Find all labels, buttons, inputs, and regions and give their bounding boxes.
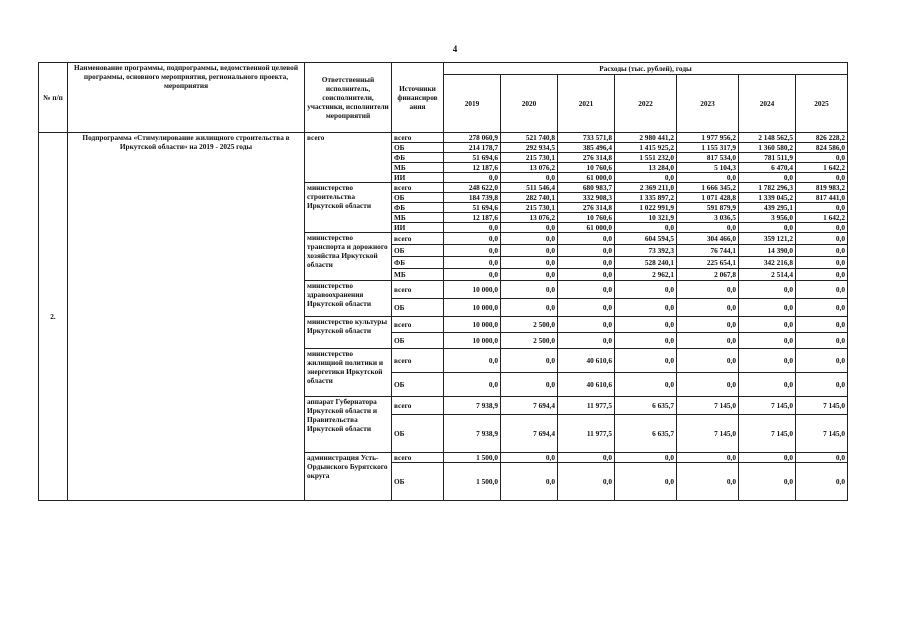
value-cell: 51 694,6: [444, 203, 501, 213]
value-cell: 1 551 232,0: [615, 153, 677, 163]
value-cell: 10 760,6: [558, 163, 615, 173]
value-cell: 0,0: [444, 223, 501, 233]
value-cell: 2 500,0: [501, 333, 558, 349]
header-year: 2022: [615, 75, 677, 133]
source-cell: ОБ: [392, 299, 444, 317]
source-cell: ОБ: [392, 373, 444, 397]
value-cell: 0,0: [501, 463, 558, 501]
value-cell: 0,0: [677, 373, 739, 397]
value-cell: 1 500,0: [444, 463, 501, 501]
page-number: 4: [452, 44, 458, 54]
value-cell: 521 740,8: [501, 133, 558, 143]
header-year: 2021: [558, 75, 615, 133]
value-cell: 6 635,7: [615, 415, 677, 453]
value-cell: 0,0: [501, 453, 558, 463]
source-cell: всего: [392, 317, 444, 333]
table-row: [39, 133, 848, 143]
value-cell: 0,0: [615, 281, 677, 299]
value-cell: 1 642,2: [796, 213, 848, 223]
value-cell: 225 654,1: [677, 257, 739, 269]
value-cell: 0,0: [677, 223, 739, 233]
value-cell: 248 622,0: [444, 183, 501, 193]
value-cell: 215 730,1: [501, 153, 558, 163]
value-cell: 1 360 580,2: [739, 143, 796, 153]
header-index: № п/п: [39, 63, 68, 133]
value-cell: 0,0: [796, 299, 848, 317]
executor-cell: администрация Усть-Ордынского Бурятского округа: [305, 453, 392, 501]
value-cell: 276 314,8: [558, 153, 615, 163]
value-cell: 0,0: [796, 281, 848, 299]
value-cell: 0,0: [739, 223, 796, 233]
header-name: Наименование программы, подпрограммы, ведомственной целевой программы, основного мероприятия, регионального проекта, мероприятия: [68, 63, 305, 133]
value-cell: 0,0: [444, 257, 501, 269]
executor-cell: аппарат Губернатора Иркутской области и Правительства Иркутской области: [305, 397, 392, 453]
value-cell: 304 466,0: [677, 233, 739, 245]
value-cell: 0,0: [739, 349, 796, 373]
value-cell: 1 782 296,3: [739, 183, 796, 193]
header-year: 2024: [739, 75, 796, 133]
value-cell: 1 977 956,2: [677, 133, 739, 143]
value-cell: 0,0: [796, 173, 848, 183]
source-cell: ОБ: [392, 415, 444, 453]
value-cell: 0,0: [677, 173, 739, 183]
value-cell: 0,0: [444, 373, 501, 397]
value-cell: 214 178,7: [444, 143, 501, 153]
value-cell: 0,0: [796, 257, 848, 269]
value-cell: 2 067,8: [677, 269, 739, 281]
value-cell: 0,0: [739, 281, 796, 299]
value-cell: 0,0: [444, 245, 501, 257]
value-cell: 1 335 897,2: [615, 193, 677, 203]
value-cell: 680 983,7: [558, 183, 615, 193]
value-cell: 0,0: [615, 333, 677, 349]
value-cell: 0,0: [558, 463, 615, 501]
value-cell: 0,0: [677, 299, 739, 317]
value-cell: 781 511,9: [739, 153, 796, 163]
value-cell: 10 321,9: [615, 213, 677, 223]
value-cell: 0,0: [739, 173, 796, 183]
value-cell: 0,0: [501, 257, 558, 269]
value-cell: 511 546,4: [501, 183, 558, 193]
value-cell: 2 500,0: [501, 317, 558, 333]
value-cell: 2 980 441,2: [615, 133, 677, 143]
source-cell: всего: [392, 397, 444, 415]
value-cell: 733 571,8: [558, 133, 615, 143]
value-cell: 0,0: [796, 333, 848, 349]
value-cell: 5 104,3: [677, 163, 739, 173]
header-executor: Ответственный исполнитель, соисполнители, участники, исполнители мероприятий: [305, 63, 392, 133]
value-cell: 1 022 991,9: [615, 203, 677, 213]
value-cell: 0,0: [558, 233, 615, 245]
value-cell: 0,0: [796, 373, 848, 397]
executor-cell: министерство здравоохранения Иркутской области: [305, 281, 392, 317]
value-cell: 14 390,0: [739, 245, 796, 257]
value-cell: 10 000,0: [444, 299, 501, 317]
header-source: Источники финансиров ания: [392, 63, 444, 133]
value-cell: 817 441,0: [796, 193, 848, 203]
value-cell: 0,0: [558, 317, 615, 333]
value-cell: 0,0: [501, 173, 558, 183]
source-cell: всего: [392, 453, 444, 463]
value-cell: 0,0: [796, 317, 848, 333]
header-year: 2023: [677, 75, 739, 133]
value-cell: 7 145,0: [677, 397, 739, 415]
value-cell: 2 369 211,0: [615, 183, 677, 193]
value-cell: 0,0: [501, 373, 558, 397]
source-cell: ФБ: [392, 257, 444, 269]
value-cell: 13 076,2: [501, 163, 558, 173]
value-cell: 0,0: [558, 333, 615, 349]
value-cell: 0,0: [501, 233, 558, 245]
value-cell: 51 694,6: [444, 153, 501, 163]
value-cell: 591 879,9: [677, 203, 739, 213]
value-cell: 0,0: [796, 453, 848, 463]
value-cell: 604 594,5: [615, 233, 677, 245]
value-cell: 0,0: [501, 281, 558, 299]
value-cell: 0,0: [501, 245, 558, 257]
value-cell: 0,0: [558, 299, 615, 317]
value-cell: 385 496,4: [558, 143, 615, 153]
value-cell: 332 908,3: [558, 193, 615, 203]
value-cell: 40 610,6: [558, 349, 615, 373]
value-cell: 215 730,1: [501, 203, 558, 213]
source-cell: всего: [392, 233, 444, 245]
value-cell: 0,0: [677, 317, 739, 333]
value-cell: 0,0: [677, 349, 739, 373]
value-cell: 0,0: [796, 245, 848, 257]
source-cell: всего: [392, 349, 444, 373]
value-cell: 0,0: [615, 463, 677, 501]
value-cell: 0,0: [739, 299, 796, 317]
value-cell: 0,0: [558, 245, 615, 257]
value-cell: 3 956,0: [739, 213, 796, 223]
executor-cell: министерство жилищной политики и энергетики Иркутской области: [305, 349, 392, 397]
value-cell: 61 000,0: [558, 223, 615, 233]
value-cell: 11 977,5: [558, 415, 615, 453]
header-expenses: Расходы (тыс. рублей), годы: [444, 63, 848, 75]
value-cell: 7 145,0: [739, 415, 796, 453]
value-cell: 359 121,2: [739, 233, 796, 245]
value-cell: 0,0: [501, 269, 558, 281]
value-cell: 7 938,9: [444, 397, 501, 415]
value-cell: 11 977,5: [558, 397, 615, 415]
value-cell: 0,0: [615, 373, 677, 397]
value-cell: 1 339 045,2: [739, 193, 796, 203]
value-cell: 6 470,4: [739, 163, 796, 173]
value-cell: 7 145,0: [796, 415, 848, 453]
value-cell: 0,0: [558, 453, 615, 463]
value-cell: 0,0: [739, 317, 796, 333]
value-cell: 12 187,6: [444, 213, 501, 223]
value-cell: 0,0: [501, 299, 558, 317]
value-cell: 0,0: [558, 257, 615, 269]
value-cell: 7 145,0: [677, 415, 739, 453]
value-cell: 0,0: [615, 317, 677, 333]
value-cell: 439 295,1: [739, 203, 796, 213]
value-cell: 0,0: [677, 333, 739, 349]
source-cell: МБ: [392, 269, 444, 281]
value-cell: 0,0: [558, 281, 615, 299]
value-cell: 276 314,8: [558, 203, 615, 213]
value-cell: 0,0: [796, 223, 848, 233]
value-cell: 1 642,2: [796, 163, 848, 173]
value-cell: 76 744,1: [677, 245, 739, 257]
value-cell: 10 760,6: [558, 213, 615, 223]
value-cell: 342 216,8: [739, 257, 796, 269]
executor-cell: всего: [305, 133, 392, 183]
source-cell: ИИ: [392, 173, 444, 183]
source-cell: ОБ: [392, 245, 444, 257]
source-cell: ИИ: [392, 223, 444, 233]
source-cell: ФБ: [392, 203, 444, 213]
value-cell: 0,0: [796, 153, 848, 163]
value-cell: 0,0: [796, 203, 848, 213]
value-cell: 1 666 345,2: [677, 183, 739, 193]
value-cell: 0,0: [796, 463, 848, 501]
source-cell: ОБ: [392, 463, 444, 501]
value-cell: 826 228,2: [796, 133, 848, 143]
value-cell: 1 500,0: [444, 453, 501, 463]
value-cell: 819 983,2: [796, 183, 848, 193]
value-cell: 12 187,6: [444, 163, 501, 173]
value-cell: 0,0: [444, 233, 501, 245]
value-cell: 7 145,0: [739, 397, 796, 415]
value-cell: 7 145,0: [796, 397, 848, 415]
value-cell: 13 284,0: [615, 163, 677, 173]
value-cell: 7 938,9: [444, 415, 501, 453]
value-cell: 0,0: [501, 349, 558, 373]
value-cell: 0,0: [796, 233, 848, 245]
header-year: 2020: [501, 75, 558, 133]
row-index: 2.: [39, 133, 68, 501]
value-cell: 6 635,7: [615, 397, 677, 415]
value-cell: 3 036,5: [677, 213, 739, 223]
value-cell: 0,0: [444, 269, 501, 281]
value-cell: 0,0: [444, 173, 501, 183]
source-cell: МБ: [392, 163, 444, 173]
value-cell: 0,0: [739, 333, 796, 349]
source-cell: всего: [392, 133, 444, 143]
value-cell: 1 071 428,8: [677, 193, 739, 203]
value-cell: 10 000,0: [444, 333, 501, 349]
value-cell: 1 415 925,2: [615, 143, 677, 153]
value-cell: 0,0: [677, 463, 739, 501]
source-cell: ОБ: [392, 333, 444, 349]
value-cell: 0,0: [615, 349, 677, 373]
value-cell: 1 155 317,9: [677, 143, 739, 153]
source-cell: ФБ: [392, 153, 444, 163]
source-cell: ОБ: [392, 193, 444, 203]
value-cell: 0,0: [739, 453, 796, 463]
value-cell: 2 514,4: [739, 269, 796, 281]
value-cell: 61 000,0: [558, 173, 615, 183]
header-year: 2019: [444, 75, 501, 133]
value-cell: 0,0: [796, 269, 848, 281]
value-cell: 0,0: [444, 349, 501, 373]
value-cell: 278 060,9: [444, 133, 501, 143]
budget-table: [38, 62, 848, 501]
value-cell: 40 610,6: [558, 373, 615, 397]
value-cell: 0,0: [677, 453, 739, 463]
source-cell: МБ: [392, 213, 444, 223]
program-name: Подпрограмма «Стимулирование жилищного строительства в Иркутской области» на 2019 - 2025 годы: [68, 133, 305, 501]
value-cell: 824 586,0: [796, 143, 848, 153]
value-cell: 7 694,4: [501, 397, 558, 415]
value-cell: 10 000,0: [444, 317, 501, 333]
executor-cell: министерство культуры Иркутской области: [305, 317, 392, 349]
value-cell: 0,0: [739, 373, 796, 397]
value-cell: 184 739,8: [444, 193, 501, 203]
value-cell: 7 694,4: [501, 415, 558, 453]
executor-cell: министерство транспорта и дорожного хозяйства Иркутской области: [305, 233, 392, 281]
value-cell: 0,0: [501, 223, 558, 233]
value-cell: 0,0: [615, 299, 677, 317]
value-cell: 817 534,0: [677, 153, 739, 163]
value-cell: 0,0: [796, 349, 848, 373]
value-cell: 282 740,1: [501, 193, 558, 203]
source-cell: ОБ: [392, 143, 444, 153]
value-cell: 2 148 562,5: [739, 133, 796, 143]
value-cell: 10 000,0: [444, 281, 501, 299]
value-cell: 292 934,5: [501, 143, 558, 153]
source-cell: всего: [392, 183, 444, 193]
value-cell: 0,0: [615, 453, 677, 463]
value-cell: 0,0: [615, 223, 677, 233]
value-cell: 2 962,1: [615, 269, 677, 281]
executor-cell: министерство строительства Иркутской области: [305, 183, 392, 233]
value-cell: 0,0: [739, 463, 796, 501]
value-cell: 13 076,2: [501, 213, 558, 223]
value-cell: 0,0: [677, 281, 739, 299]
value-cell: 528 240,1: [615, 257, 677, 269]
header-year: 2025: [796, 75, 848, 133]
value-cell: 0,0: [558, 269, 615, 281]
source-cell: всего: [392, 281, 444, 299]
value-cell: 0,0: [615, 173, 677, 183]
value-cell: 73 392,3: [615, 245, 677, 257]
